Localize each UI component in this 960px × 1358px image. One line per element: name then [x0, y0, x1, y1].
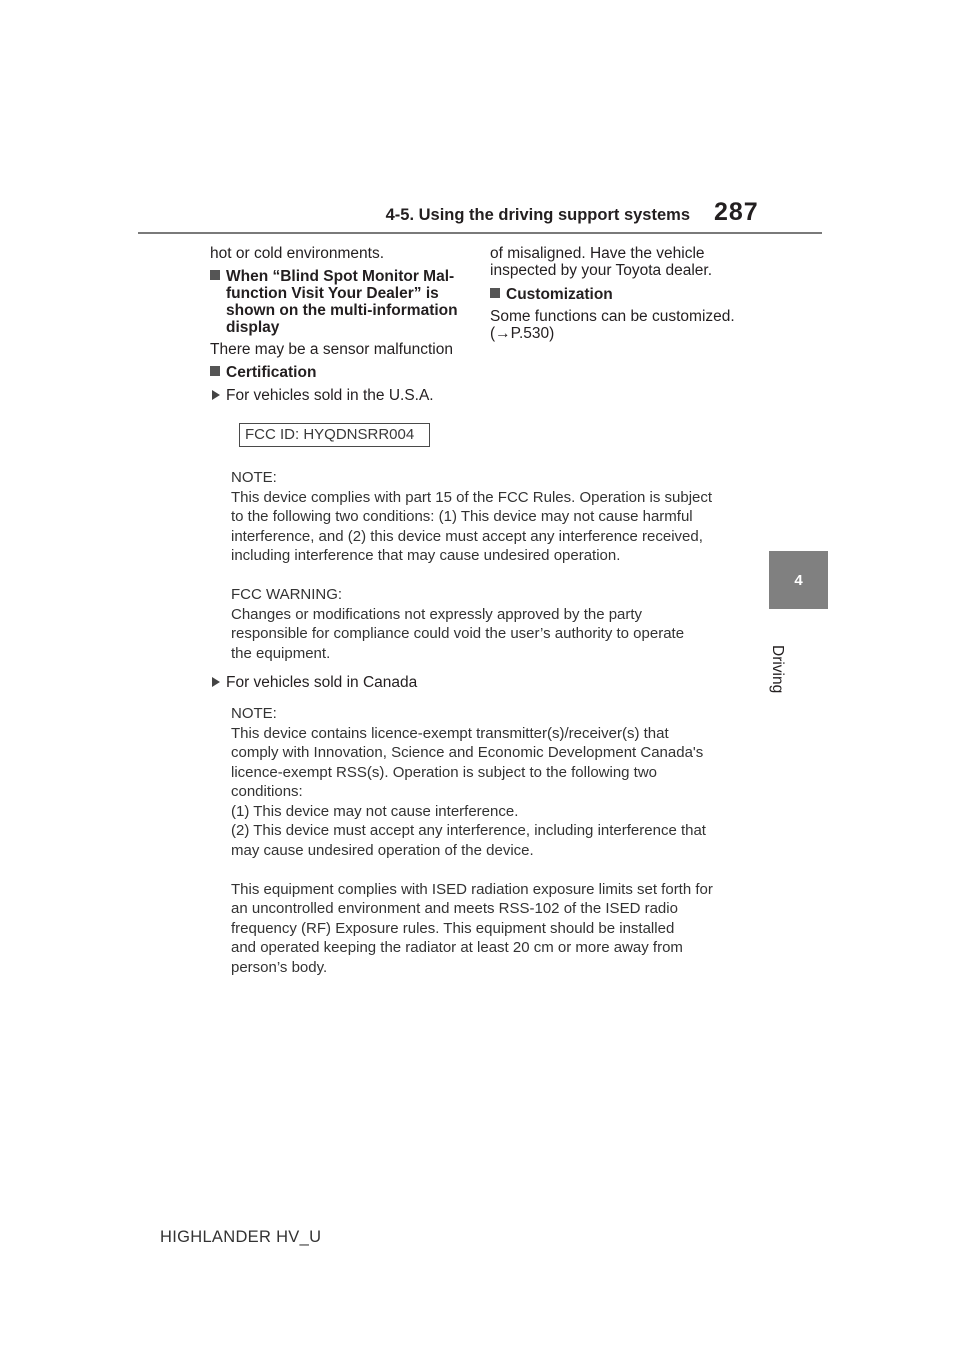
page-number: 287 — [714, 198, 759, 226]
fcc-id-box: FCC ID: HYQDNSRR004 — [239, 423, 430, 447]
text-customization: Some functions can be customized. (→P.530) — [490, 308, 735, 342]
usa-label-text: NOTE: This device complies with part 15 of the FCC Rules. Operation is subject to the following two conditions: (1) This device may not cause harmful interference, and (2) this device must accept any interference received, including interference that may cause undesired operation. FCC WARNING: Changes or modifications not expressly approved by the party responsible for compliance could void the user’s authority to operate the equipment. — [231, 469, 713, 662]
square-bullet-icon — [210, 270, 220, 280]
triangle-bullet-icon — [212, 390, 220, 400]
text-sensor-malfunction: There may be a sensor malfunction — [210, 341, 453, 358]
footer-model: HIGHLANDER HV_U — [160, 1228, 322, 1246]
canada-label-text: NOTE: This device contains licence-exempt transmitter(s)/receiver(s) that comply with Innovation, Science and Economic Development Canada's licence-exempt RSS(s). Operation is subject to the following two conditions: (1) This device may not cause interference. (2) This device must accept any interference, including interference that may cause undesired operation of the device. This equipment complies with ISED radiation exposure limits set forth for an uncontrolled environment and meets RSS-102 of the ISED radio frequency (RF) Exposure rules. This equipment should be installed and operated keeping the radiator at least 20 cm or more away from person’s body. — [231, 705, 713, 976]
text-misaligned: of misaligned. Have the vehicle inspected by your Toyota dealer. — [490, 245, 713, 279]
chapter-label: Driving — [769, 645, 786, 694]
list-item-canada: For vehicles sold in Canada — [212, 674, 417, 691]
list-item-usa: For vehicles sold in the U.S.A. — [212, 387, 434, 404]
square-bullet-icon — [490, 288, 500, 298]
section-title: 4-5. Using the driving support systems — [385, 206, 690, 224]
chapter-number: 4 — [794, 572, 803, 589]
heading-malfunction: When “Blind Spot Monitor Mal- function Visit Your Dealer” is shown on the multi-information display — [210, 268, 458, 336]
header-rule — [138, 232, 822, 234]
heading-certification: Certification — [210, 364, 316, 381]
triangle-bullet-icon — [212, 677, 220, 687]
square-bullet-icon — [210, 366, 220, 376]
heading-customization: Customization — [490, 286, 613, 303]
text-hot-cold: hot or cold environments. — [210, 245, 385, 262]
